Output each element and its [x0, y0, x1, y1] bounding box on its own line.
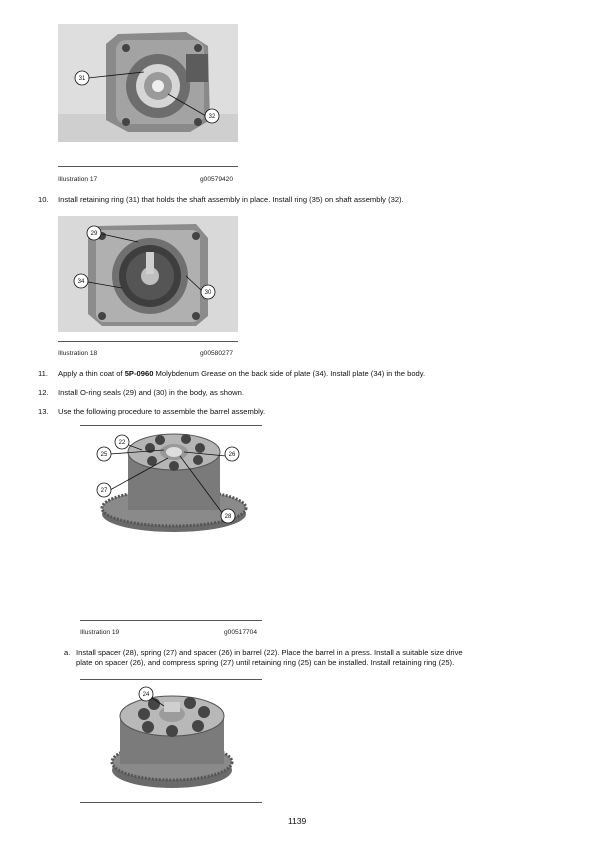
illustration-17-ref: g00579420	[200, 176, 234, 183]
page-number: 1139	[288, 816, 307, 826]
step-11-part-number: 5P-0960	[124, 369, 154, 378]
illustration-17-photo	[58, 24, 238, 142]
step-11-number: 11.	[38, 369, 48, 378]
step-13-number: 13.	[38, 407, 49, 416]
illustration-20-photo	[80, 682, 262, 794]
step-13-text: Use the following procedure to assemble the barrel assembly.	[58, 407, 266, 416]
illustration-19-top-rule	[80, 425, 262, 426]
step-12	[38, 388, 568, 398]
illustration-18-label: Illustration 18	[58, 350, 98, 357]
step-a-line-1: Install spacer (28), spring (27) and spacer (26) in barrel (22). Place the barrel in a press. Install a suitable size drive	[76, 648, 463, 657]
step-12-text: Install O-ring seals (29) and (30) in the body, as shown.	[58, 388, 244, 397]
callout-25: 25	[100, 452, 108, 458]
illustration-20-rule	[80, 802, 262, 803]
step-a-number: a.	[64, 648, 71, 657]
step-a	[64, 648, 574, 668]
callout-22: 22	[118, 440, 126, 446]
callout-28: 28	[224, 514, 232, 520]
step-13	[38, 407, 568, 417]
callout-26: 26	[228, 452, 236, 458]
step-11	[38, 369, 568, 379]
illustration-19-photo	[80, 428, 262, 544]
illustration-18-rule	[58, 341, 238, 342]
illustration-18-photo	[58, 216, 238, 332]
callout-30: 30	[204, 290, 212, 296]
step-10-number: 10.	[38, 195, 49, 204]
step-12-number: 12.	[38, 388, 49, 397]
step-11-text-pre: Apply a thin coat of	[58, 369, 125, 378]
illustration-17-label: Illustration 17	[58, 176, 98, 183]
illustration-19-label: Illustration 19	[80, 629, 120, 636]
callout-32: 32	[208, 114, 216, 120]
callout-24: 24	[142, 692, 150, 698]
illustration-18-ref: g00580277	[200, 350, 234, 357]
illustration-17-rule	[58, 166, 238, 167]
step-10	[38, 195, 568, 205]
step-a-line-2: plate on spacer (26), and compress spring (27) until retaining ring (25) can be installed. Install retaining ring (25).	[76, 658, 455, 667]
step-11-text-post: Molybdenum Grease on the back side of plate (34). Install plate (34) in the body.	[153, 369, 426, 378]
callout-34: 34	[77, 279, 85, 285]
step-10-text: Install retaining ring (31) that holds the shaft assembly in place. Install ring (35) on shaft assembly (32).	[58, 195, 404, 204]
callout-27: 27	[100, 488, 108, 494]
illustration-19-rule	[80, 620, 262, 621]
illustration-20-top-rule	[80, 679, 262, 680]
illustration-19-ref: g00517704	[224, 629, 258, 636]
callout-29: 29	[90, 231, 98, 237]
callout-31: 31	[78, 76, 86, 82]
